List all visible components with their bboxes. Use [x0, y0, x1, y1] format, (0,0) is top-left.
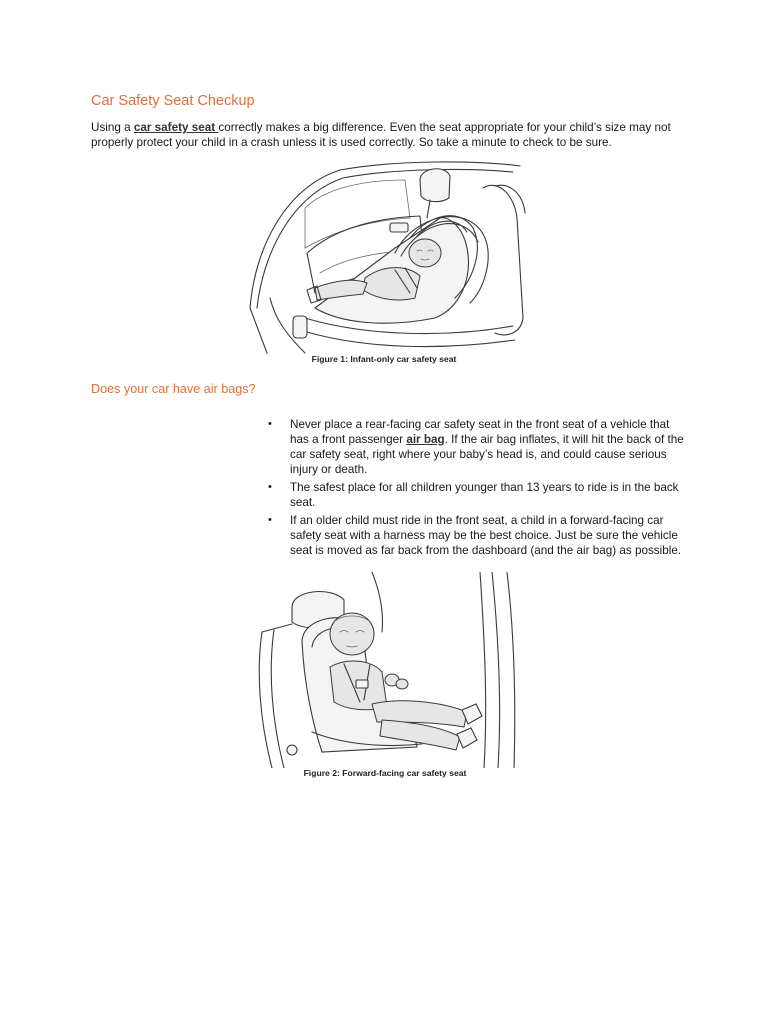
figure-1-illustration: [245, 158, 530, 354]
page-title: Car Safety Seat Checkup: [91, 93, 255, 109]
bullet-2-text: The safest place for all children younger than 13 years to ride is in the back seat.: [290, 481, 679, 509]
figure-1-caption: Figure 1: Infant-only car safety seat: [311, 354, 457, 364]
intro-text-after: correctly makes a big difference. Even the seat appropriate for your child’s size may not properly protect your child in a crash unless it is used correctly. So take a minute to check to be sure.: [91, 121, 671, 149]
car-safety-seat-link[interactable]: car safety seat: [133, 121, 219, 134]
list-item: [268, 513, 688, 558]
list-item: [268, 480, 688, 510]
bullet-icon: •: [268, 418, 272, 430]
section-heading-air-bags: Does your car have air bags?: [91, 382, 256, 396]
list-item: [268, 417, 688, 477]
bullet-1-text-before: Never place a rear-facing car safety seat in the front seat of a vehicle that has a front passenger: [290, 418, 670, 446]
bullet-3-text: If an older child must ride in the front seat, a child in a forward-facing car safety seat with a harness may be the best choice. Just be sure the vehicle seat is moved as far back from the dashboard (and the air bag) as possible.: [290, 514, 682, 557]
air-bag-bullet-list: [268, 417, 688, 561]
bullet-icon: •: [268, 514, 272, 526]
bullet-icon: •: [268, 481, 272, 493]
intro-paragraph: [91, 120, 691, 150]
bullet-1-text-after: . If the air bag inflates, it will hit the back of the car safety seat, right where your baby’s head is, and could cause serious injury or death.: [290, 433, 684, 476]
air-bag-link[interactable]: air bag: [406, 433, 445, 446]
figure-2-caption: Figure 2: Forward-facing car safety seat: [303, 768, 467, 778]
figure-2-illustration: [252, 572, 517, 768]
intro-text-before: Using a: [91, 121, 134, 134]
